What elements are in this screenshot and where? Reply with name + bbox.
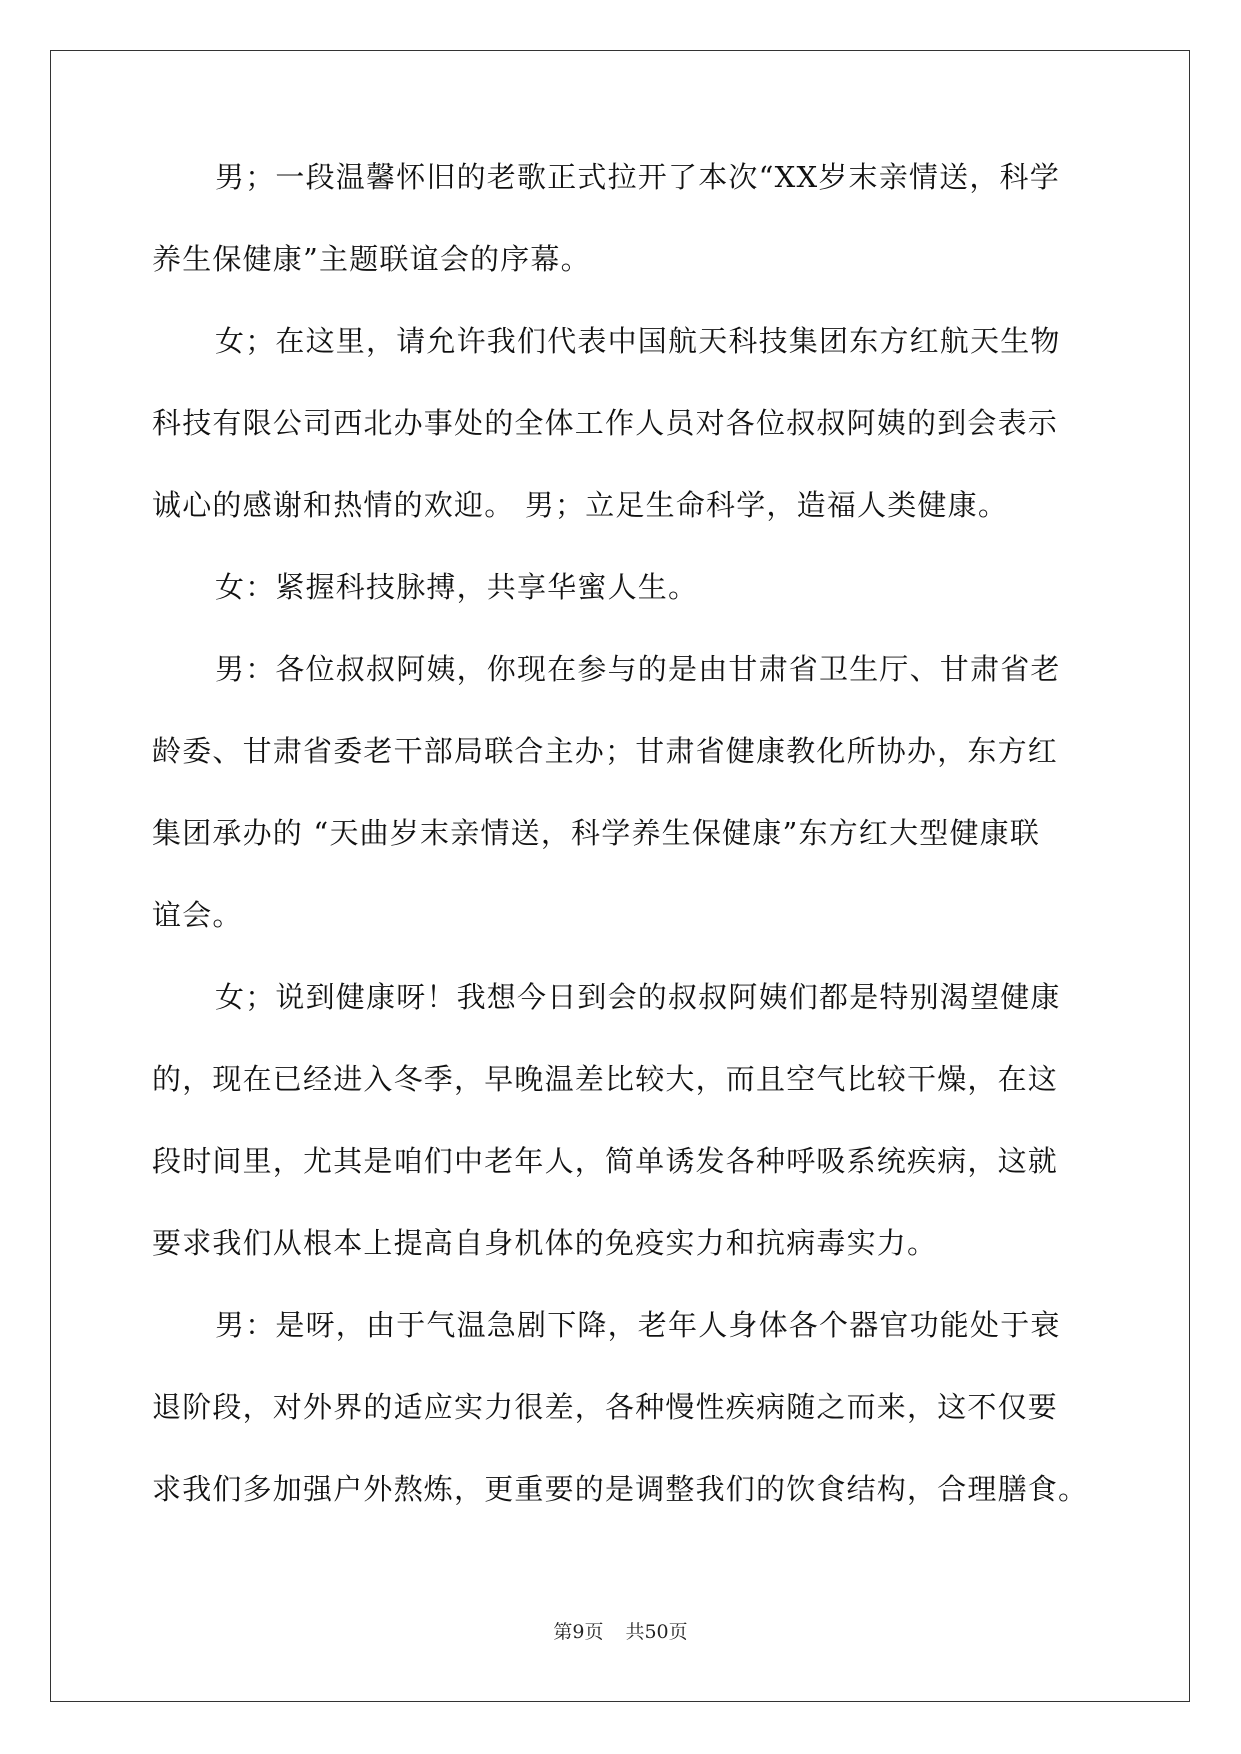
text-line: 要求我们从根本上提高自身机体的免疫实力和抗病毒实力。 <box>152 1226 938 1260</box>
text-line: 求我们多加强户外熬炼，更重要的是调整我们的饮食结构，合理膳食。 <box>152 1472 1089 1506</box>
text-line: 段时间里，尤其是咱们中老年人，简单诱发各种呼吸系统疾病，这就 <box>152 1144 1059 1178</box>
paragraph <box>152 326 1098 572</box>
text-line: 男：是呀，由于气温急剧下降，老年人身体各个器官功能处于衰 <box>215 1308 1061 1342</box>
paragraph <box>152 572 1098 654</box>
text-line: 科技有限公司西北办事处的全体工作人员对各位叔叔阿姨的到会表示 <box>152 406 1059 440</box>
text-line: 女；说到健康呀！我想今日到会的叔叔阿姨们都是特别渴望健康 <box>215 980 1061 1014</box>
paragraph <box>152 654 1098 982</box>
text-line: 女：紧握科技脉搏，共享华蜜人生。 <box>215 570 699 604</box>
page-total: 共50页 <box>625 1621 688 1643</box>
text-line: 的，现在已经进入冬季，早晚温差比较大，而且空气比较干燥，在这 <box>152 1062 1059 1096</box>
text-line: 男：各位叔叔阿姨，你现在参与的是由甘肃省卫生厅、甘肃省老 <box>215 652 1061 686</box>
text-line: 集团承办的 “天曲岁末亲情送，科学养生保健康”东方红大型健康联 <box>152 816 1041 850</box>
text-line: 女；在这里，请允许我们代表中国航天科技集团东方红航天生物 <box>215 324 1061 358</box>
page-number: 第9页 <box>553 1621 604 1643</box>
paragraph <box>152 1310 1098 1556</box>
page-footer <box>0 1620 1241 1644</box>
text-line: 退阶段，对外界的适应实力很差，各种慢性疾病随之而来，这不仅要 <box>152 1390 1059 1424</box>
paragraph <box>152 982 1098 1310</box>
text-line: 男；一段温馨怀旧的老歌正式拉开了本次“XX岁末亲情送，科学 <box>215 160 1060 194</box>
text-line: 谊会。 <box>152 898 243 932</box>
text-line: 养生保健康”主题联谊会的序幕。 <box>152 242 591 276</box>
paragraph <box>152 162 1098 326</box>
text-line: 诚心的感谢和热情的欢迎。 男；立足生命科学，造福人类健康。 <box>152 488 1009 522</box>
document-body <box>152 162 1098 1556</box>
text-line: 龄委、甘肃省委老干部局联合主办；甘肃省健康教化所协办，东方红 <box>152 734 1059 768</box>
